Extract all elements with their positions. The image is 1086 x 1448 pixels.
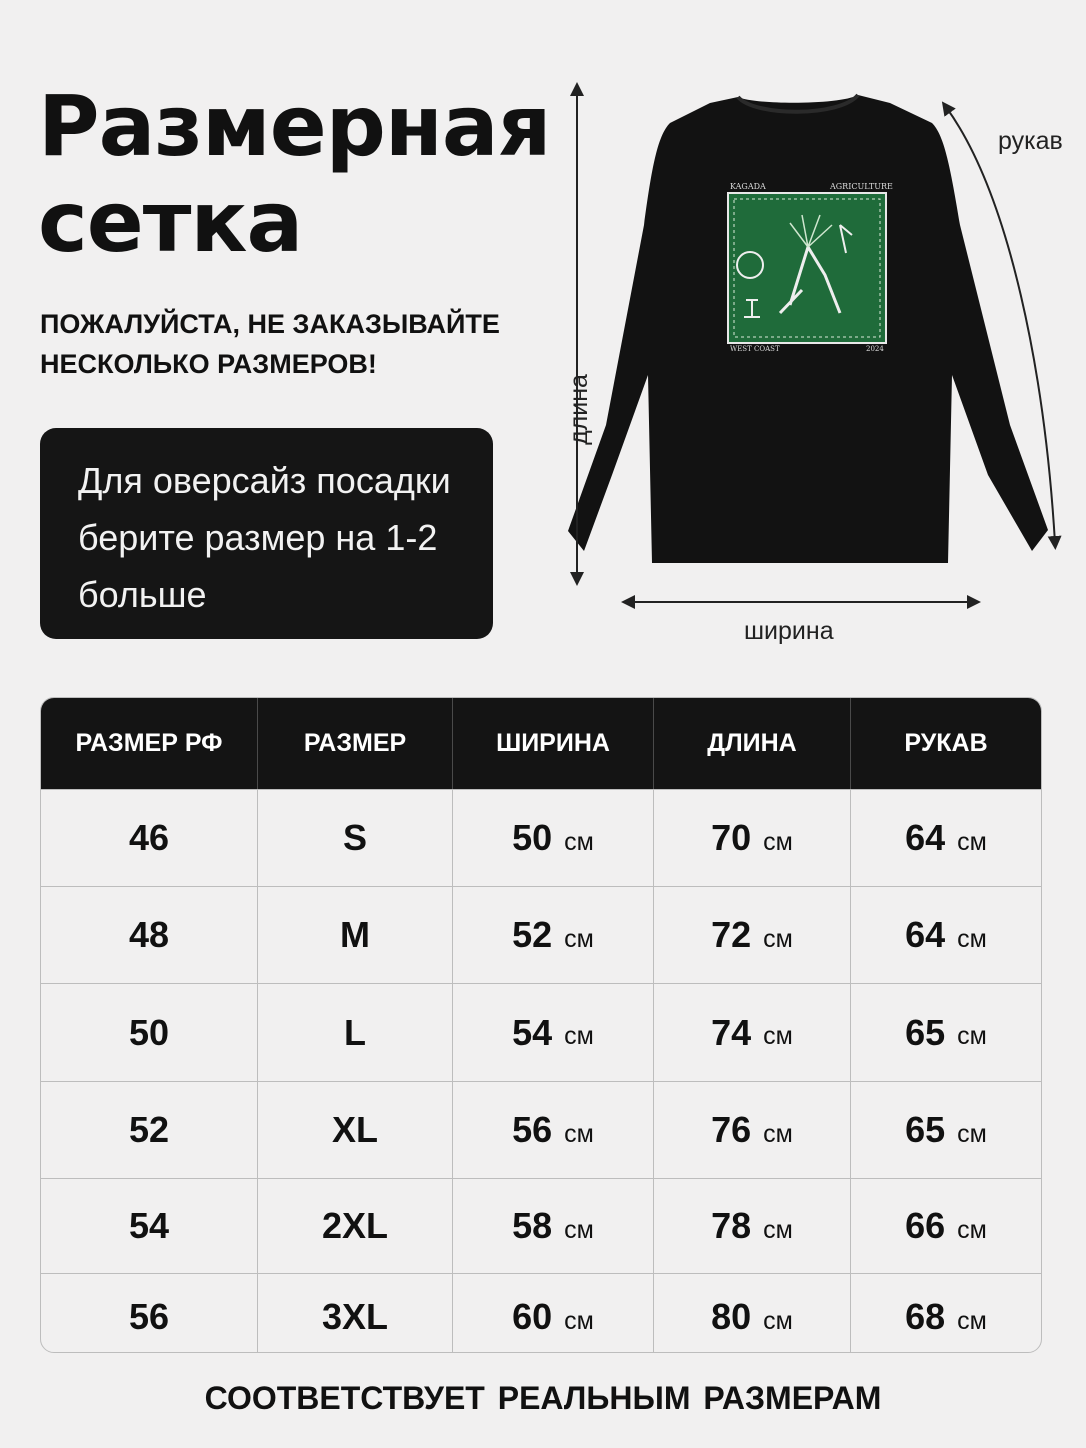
- unit-label: см: [763, 924, 793, 953]
- cell-length: [654, 1274, 851, 1353]
- warning-text: [40, 304, 500, 384]
- cell-size: [258, 1274, 453, 1353]
- unit-label: см: [564, 1119, 594, 1148]
- table-row: [41, 983, 1041, 1081]
- cell-length: [654, 887, 851, 983]
- unit-label: см: [763, 1215, 793, 1244]
- cell-size: [258, 790, 453, 886]
- cell-ru-size-value: 54: [128, 1205, 170, 1246]
- table-row: [41, 886, 1041, 983]
- note-line-3: больше: [78, 574, 207, 615]
- shirt-diagram: [540, 75, 1080, 665]
- unit-label: см: [564, 1306, 594, 1335]
- cell-length-value: 70: [711, 817, 752, 858]
- table-row: [41, 1081, 1041, 1178]
- cell-length-value: 72: [711, 914, 752, 955]
- warning-line-1: ПОЖАЛУЙСТА, НЕ ЗАКАЗЫВАЙТЕ: [40, 309, 500, 339]
- cell-ru-size-value: 50: [128, 1011, 170, 1053]
- unit-label: см: [564, 1022, 594, 1050]
- width-label: ширина: [744, 617, 834, 645]
- cell-ru-size: [41, 790, 258, 886]
- cell-sleeve: [851, 1179, 1041, 1273]
- cell-sleeve-value: 64: [905, 914, 946, 955]
- cell-length-value: 80: [711, 1296, 752, 1337]
- cell-length-value: 76: [711, 1109, 752, 1150]
- unit-label: см: [763, 1306, 793, 1335]
- unit-label: см: [763, 1119, 793, 1148]
- table-row: [41, 789, 1041, 886]
- unit-label: см: [564, 1215, 594, 1244]
- length-label-wrap: [548, 365, 593, 445]
- table-row: [41, 1178, 1041, 1273]
- cell-width-value: 54: [512, 1011, 553, 1053]
- cell-length: [654, 1179, 851, 1273]
- cell-ru-size: [41, 1274, 258, 1353]
- cell-width-value: 52: [512, 914, 553, 955]
- cell-size-value: L: [344, 1011, 366, 1053]
- cell-width: [453, 1082, 654, 1178]
- cell-sleeve-value: 66: [905, 1205, 946, 1246]
- unit-label: см: [763, 1022, 793, 1050]
- print-text-tl: KAGADA: [730, 182, 766, 191]
- footer-text: СООТВЕТСТВУЕТ РЕАЛЬНЫМ РАЗМЕРАМ: [204, 1380, 882, 1416]
- cell-sleeve-value: 65: [905, 1109, 946, 1150]
- cell-sleeve-value: 68: [905, 1296, 946, 1337]
- unit-label: см: [957, 1215, 987, 1244]
- cell-ru-size-value: 56: [128, 1296, 170, 1337]
- cell-ru-size-value: 52: [128, 1109, 170, 1150]
- shirt-illustration: [540, 75, 1080, 665]
- cell-sleeve-value: 65: [905, 1011, 946, 1053]
- cell-ru-size: [41, 1082, 258, 1178]
- cell-width: [453, 1179, 654, 1273]
- header-length: ДЛИНА: [654, 698, 851, 789]
- cell-width: [453, 887, 654, 983]
- cell-size: [258, 1082, 453, 1178]
- cell-size: [258, 887, 453, 983]
- cell-width: [453, 790, 654, 886]
- table-header: [41, 698, 1041, 789]
- oversize-note: [40, 428, 493, 639]
- cell-length-value: 74: [711, 1011, 752, 1053]
- unit-label: см: [763, 827, 793, 856]
- sleeve-label: рукав: [998, 127, 1063, 155]
- print-graphic: [728, 193, 886, 343]
- cell-ru-size: [41, 984, 258, 1081]
- cell-ru-size-value: 46: [128, 817, 170, 858]
- table-row: [41, 1273, 1041, 1353]
- cell-width-value: 58: [512, 1205, 553, 1246]
- cell-ru-size: [41, 887, 258, 983]
- length-label: длина: [564, 374, 593, 445]
- cell-sleeve-value: 64: [905, 817, 946, 858]
- cell-sleeve: [851, 984, 1041, 1081]
- header-sleeve: РУКАВ: [904, 729, 988, 757]
- unit-label: см: [957, 1119, 987, 1148]
- note-line-1: Для оверсайз посадки: [78, 460, 451, 501]
- cell-width: [453, 1274, 654, 1353]
- unit-label: см: [957, 1306, 987, 1335]
- size-table: [40, 697, 1042, 1353]
- cell-size-value: M: [340, 914, 370, 955]
- cell-sleeve: [851, 790, 1041, 886]
- note-line-2: берите размер на 1-2: [78, 517, 438, 558]
- cell-size-value: XL: [331, 1109, 378, 1150]
- header-width: ШИРИНА: [453, 698, 654, 789]
- unit-label: см: [957, 827, 987, 856]
- page-title: [38, 78, 550, 270]
- cell-sleeve: [851, 1082, 1041, 1178]
- cell-size: [258, 984, 453, 1081]
- cell-width-value: 60: [512, 1296, 553, 1337]
- cell-length-value: 78: [711, 1205, 752, 1246]
- header-size: РАЗМЕР: [258, 698, 453, 789]
- unit-label: см: [564, 827, 594, 856]
- title-line-2: сетка: [38, 173, 303, 271]
- cell-size-value: 2XL: [321, 1205, 389, 1246]
- cell-ru-size-value: 48: [128, 914, 170, 955]
- unit-label: см: [957, 1022, 987, 1050]
- title-line-1: Размерная: [38, 77, 551, 175]
- cell-size: [258, 1179, 453, 1273]
- cell-ru-size: [41, 1179, 258, 1273]
- table-body: [41, 789, 1041, 1353]
- header-ru-size: РАЗМЕР РФ: [41, 698, 258, 789]
- print-text-tr: AGRICULTURE: [830, 182, 893, 191]
- cell-size-value: S: [342, 817, 367, 858]
- cell-width: [453, 984, 654, 1081]
- warning-line-2: НЕСКОЛЬКО РАЗМЕРОВ!: [40, 349, 377, 379]
- print-text-bl: WEST COAST: [730, 345, 780, 353]
- cell-width-value: 56: [512, 1109, 553, 1150]
- cell-width-value: 50: [512, 817, 553, 858]
- unit-label: см: [564, 924, 594, 953]
- cell-length: [654, 790, 851, 886]
- cell-length: [654, 1082, 851, 1178]
- cell-sleeve: [851, 887, 1041, 983]
- cell-length: [654, 984, 851, 1081]
- print-text-br: 2024: [866, 345, 884, 353]
- cell-sleeve: [851, 1274, 1041, 1353]
- cell-size-value: 3XL: [321, 1296, 389, 1337]
- unit-label: см: [957, 924, 987, 953]
